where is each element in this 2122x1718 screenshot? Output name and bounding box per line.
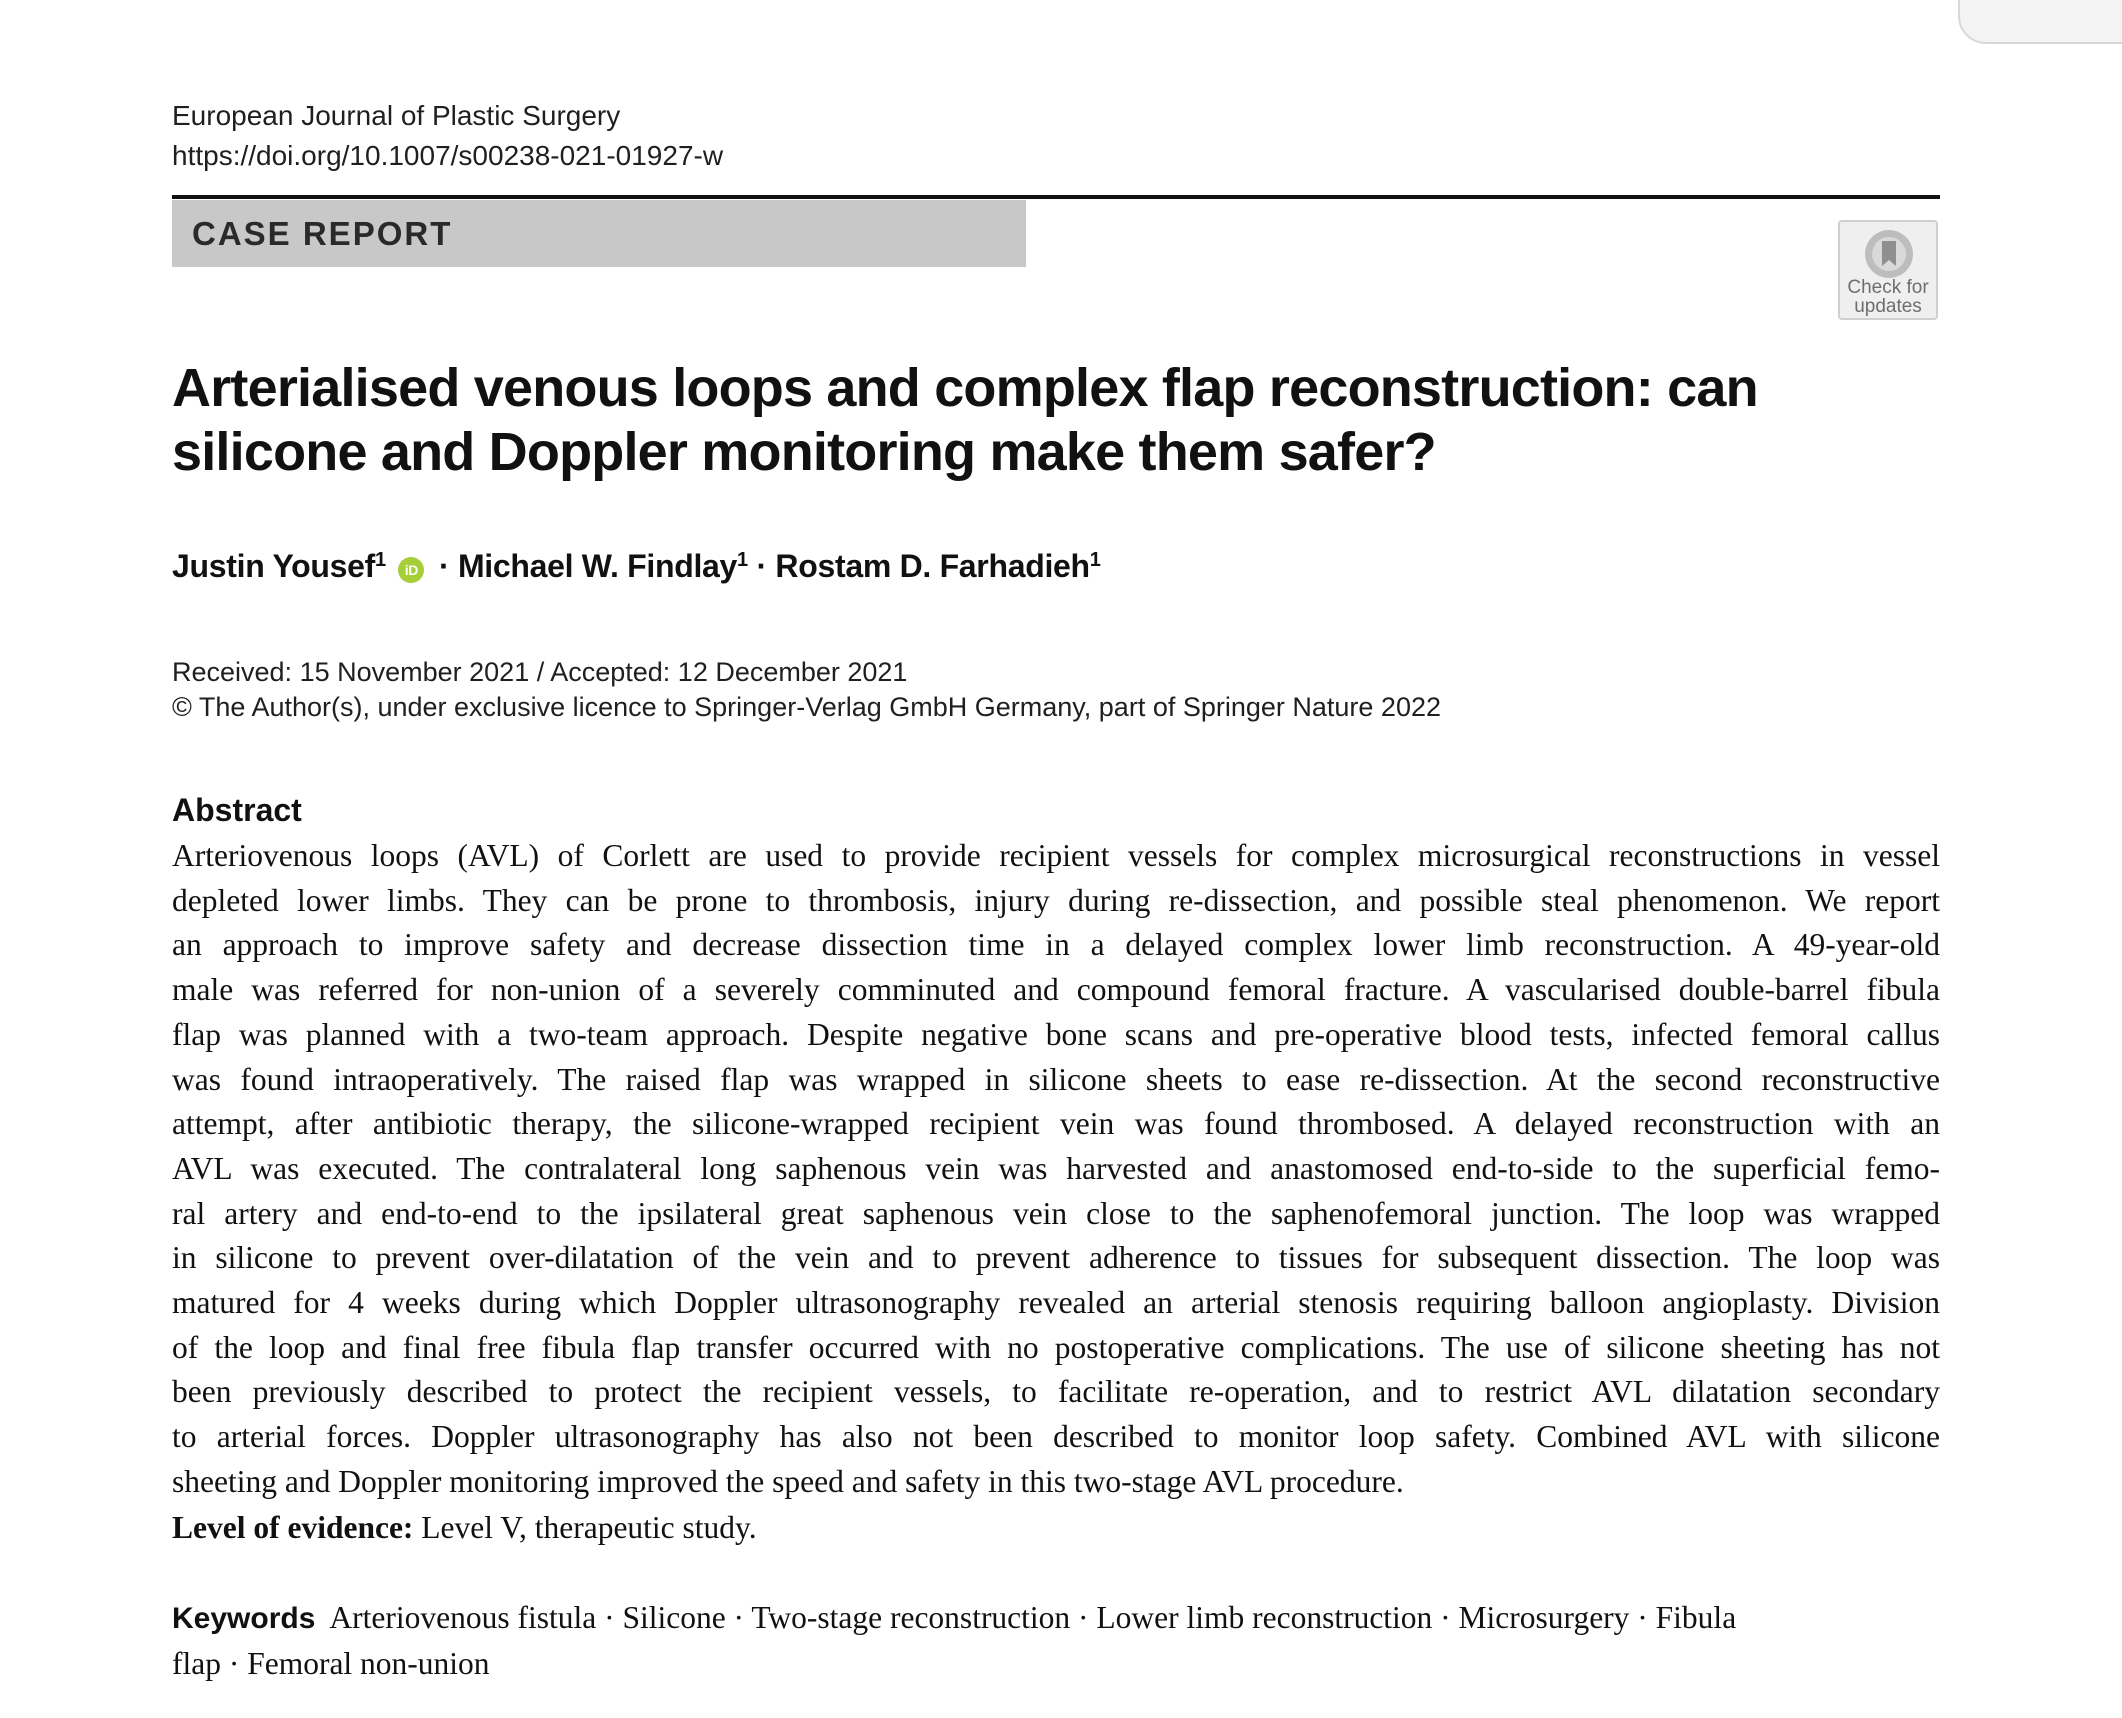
level-of-evidence [172,1506,757,1550]
keywords-section [172,1596,1940,1686]
evidence-value: Level V, therapeutic study. [421,1510,757,1545]
abstract-text [172,834,1940,1505]
author-separator: · [438,548,450,584]
check-for-updates-text: Check for updates [1847,277,1929,317]
author-affiliation: 1 [737,549,748,571]
article-type-band [172,200,1026,267]
abstract-line: flap was planned with a two-team approach. Despite negative bone scans and pre-operative blood tests, infected femoral callus [172,1016,1940,1052]
check-for-updates-label [1840,278,1936,316]
abstract-line: sheeting and Doppler monitoring improved the speed and safety in this two-stage AVL procedure. [172,1463,1404,1499]
evidence-label: Level of evidence: [172,1510,414,1545]
author-affiliation: 1 [1089,549,1101,571]
received-accepted-dates: Received: 15 November 2021 / Accepted: 12 December 2021 [172,657,908,687]
article-title [172,356,1872,484]
keywords-label: Keywords [172,1602,316,1635]
abstract-line: depleted lower limbs. They can be prone to thrombosis, injury during re-dissection, and possible steal phenomenon. We report [172,882,1940,918]
abstract-line: ral artery and end-to-end to the ipsilateral great saphenous vein close to the saphenofemoral junction. The loop was wrapped [172,1195,1940,1231]
abstract-line: of the loop and final free fibula flap transfer occurred with no postoperative complications. The use of silicone sheeting has not [172,1329,1940,1365]
author-list [172,545,1101,587]
doi-link[interactable]: https://doi.org/10.1007/s00238-021-01927-w [172,140,724,171]
bookmark-icon [1863,228,1915,280]
keywords-line-2: flap · Femoral non-union [172,1645,490,1681]
abstract-line: Arteriovenous loops (AVL) of Corlett are used to provide recipient vessels for complex microsurgical reconstructions in vessel [172,838,1940,873]
abstract-line: attempt, after antibiotic therapy, the silicone-wrapped recipient vein was found thrombosed. A delayed reconstruction with an [172,1106,1940,1142]
journal-name: European Journal of Plastic Surgery [172,100,621,131]
window-corner-tab[interactable] [1958,0,2122,44]
abstract-line: an approach to improve safety and decrease dissection time in a delayed complex lower limb reconstruction. A 49-year-old [172,927,1940,963]
abstract-line: AVL was executed. The contralateral long saphenous vein was harvested and anastomosed end-to-side to the superficial femo- [172,1150,1940,1186]
author-name[interactable]: Justin Yousef [172,548,375,584]
orcid-icon[interactable]: iD [398,557,424,583]
abstract-heading: Abstract [172,792,302,828]
header-rule [172,195,1940,199]
abstract-line: in silicone to prevent over-dilatation of the vein and to prevent adherence to tissues for subsequent dissection. The loop was [172,1240,1940,1276]
author-separator: · [756,548,767,584]
author-affiliation: 1 [374,549,386,571]
check-for-updates-button[interactable] [1838,220,1938,320]
article-type-label: CASE REPORT [192,215,453,252]
copyright-notice: © The Author(s), under exclusive licence to Springer-Verlag GmbH Germany, part of Springer Nature 2022 [172,692,1441,722]
author-name[interactable]: Michael W. Findlay [457,548,738,584]
author-name[interactable]: Rostam D. Farhadieh [775,548,1090,584]
abstract-line: to arterial forces. Doppler ultrasonography has also not been described to monitor loop safety. Combined AVL with silicone [172,1419,1940,1455]
abstract-line: matured for 4 weeks during which Doppler ultrasonography revealed an arterial stenosis requiring balloon angioplasty. Division [172,1285,1940,1321]
abstract-line: been previously described to protect the recipient vessels, to facilitate re-operation, and to restrict AVL dilatation secondary [172,1374,1940,1410]
keywords-line-1 [172,1596,1940,1642]
keywords-list: Arteriovenous fistula · Silicone · Two-stage reconstruction · Lower limb reconstruction · Microsurgery · Fibula [329,1600,1737,1635]
abstract-line: male was referred for non-union of a severely comminuted and compound femoral fracture. A vascularised double-barrel fibula [172,972,1940,1008]
article-title-line-2: silicone and Doppler monitoring make them safer? [172,422,1436,482]
abstract-line: was found intraoperatively. The raised flap was wrapped in silicone sheets to ease re-dissection. At the second reconstructive [172,1061,1940,1097]
article-title-line-1: Arterialised venous loops and complex flap reconstruction: can [172,358,1758,418]
